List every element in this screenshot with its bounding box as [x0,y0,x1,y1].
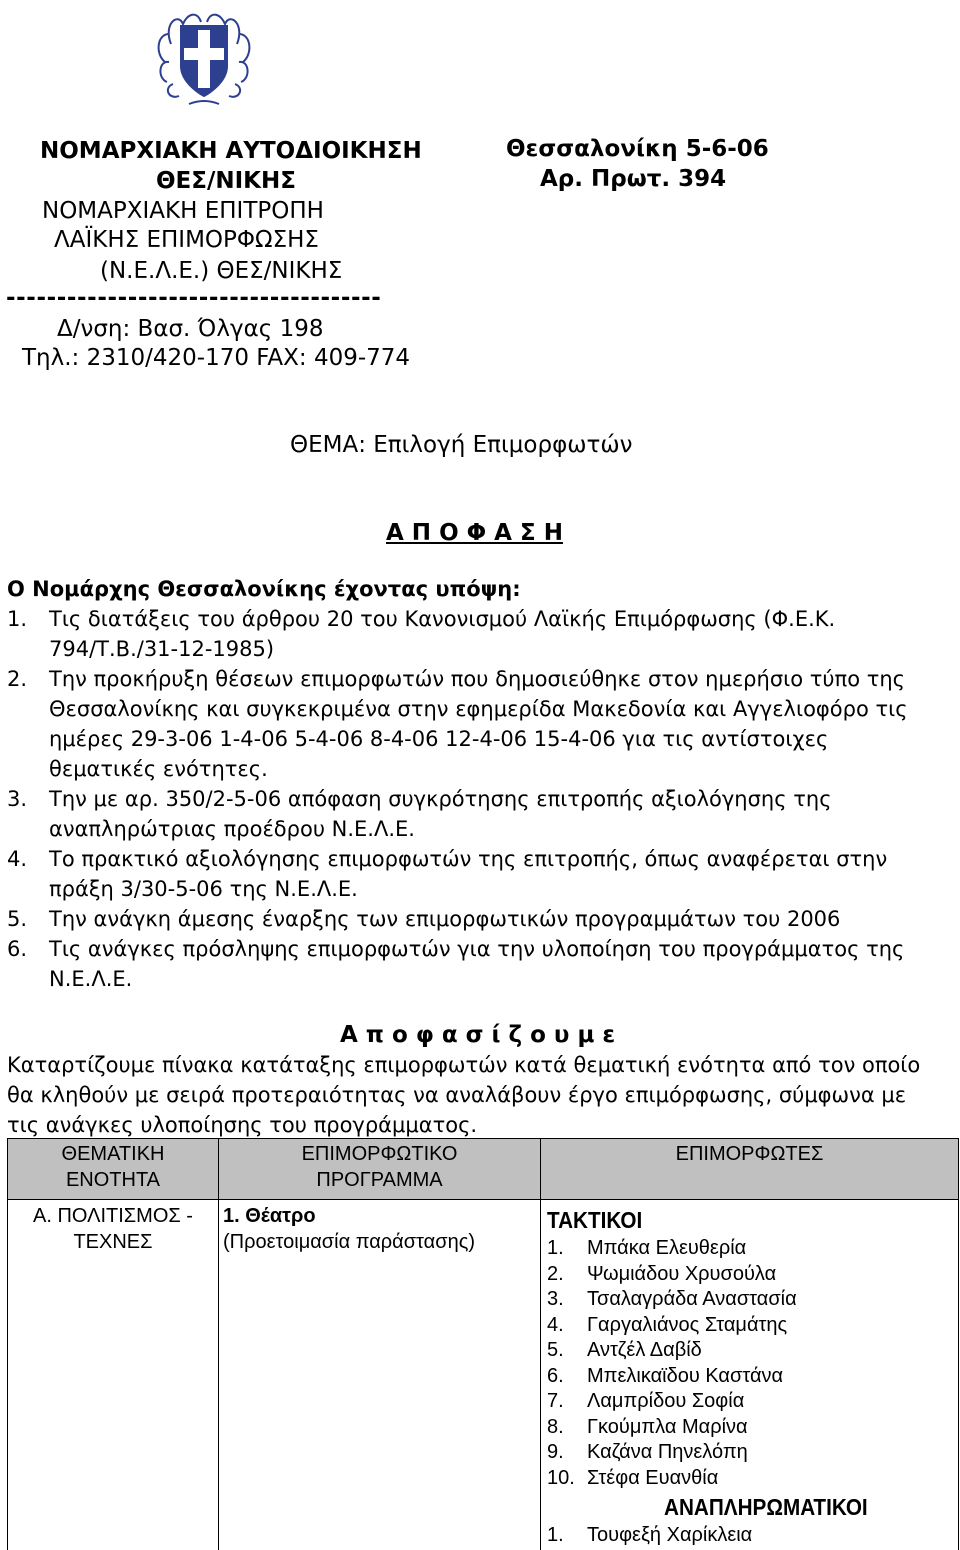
sender-separator: ------------------------------------- [6,283,381,313]
program-subtitle: (Προετοιμασία παράστασης) [223,1230,540,1256]
consideration-text-line: Την προκήρυξη θέσεων επιμορφωτών που δημοσιεύθηκε στον ημερήσιο τύπο της [49,664,937,694]
consideration-text-line: πράξη 3/30-5-06 της Ν.Ε.Λ.Ε. [49,874,937,904]
trainer-number: 8. [547,1415,587,1441]
table-header-row [8,1139,959,1200]
header-unit-line-2: ΕΝΟΤΗΤΑ [12,1167,214,1193]
consideration-text [49,664,937,784]
consideration-text-line: Το πρακτικό αξιολόγησης επιμορφωτών της επιτροπής, όπως αναφέρεται στην [49,844,937,874]
regular-label: ΤΑΚΤΙΚΟΙ [547,1204,917,1236]
consideration-text-line: Την με αρ. 350/2-5-06 απόφαση συγκρότησης επιτροπής αξιολόγησης της [49,784,937,814]
trainer-item [547,1364,958,1390]
trainer-item [547,1287,958,1313]
consideration-number: 4. [7,844,49,904]
consideration-number: 3. [7,784,49,844]
trainer-name: Τσαλαγράδα Αναστασία [587,1287,797,1313]
header-unit [8,1139,219,1200]
consideration-item [7,844,937,904]
header-trainers-line-1: ΕΠΙΜΟΡΦΩΤΕΣ [545,1141,954,1167]
coat-of-arms-emblem [153,4,255,108]
trainer-item [547,1440,958,1466]
consideration-text [49,934,937,994]
trainer-item [547,1236,958,1262]
trainer-item [547,1262,958,1288]
subject: ΘΕΜΑ: Επιλογή Επιμορφωτών [290,430,632,460]
consideration-number: 1. [7,604,49,664]
sender-line-4: ΛΑΪΚΗΣ ΕΠΙΜΟΡΦΩΣΗΣ [54,225,319,255]
consideration-text-line: Την ανάγκη άμεσης έναρξης των επιμορφωτικών προγραμμάτων του 2006 [49,904,937,934]
trainer-name: Τουφεξή Χαρίκλεια [587,1523,752,1549]
trainer-number: 6. [547,1364,587,1390]
header-program-line-2: ΠΡΟΓΡΑΜΜΑ [223,1167,536,1193]
header-program-line-1: ΕΠΙΜΟΡΦΩΤΙΚΟ [223,1141,536,1167]
consideration-text-line: Ν.Ε.Λ.Ε. [49,964,937,994]
trainer-item [547,1523,958,1549]
sender-phone: Τηλ.: 2310/420-170 FAX: 409-774 [22,343,410,373]
cell-trainers [541,1200,959,1550]
table-row [8,1200,959,1550]
sender-line-1: ΝΟΜΑΡΧΙΑΚΗ ΑΥΤΟΔΙΟΙΚΗΣΗ [40,136,422,166]
sender-line-3: ΝΟΜΑΡΧΙΑΚΗ ΕΠΙΤΡΟΠΗ [42,196,324,226]
header-unit-line-1: ΘΕΜΑΤΙΚΗ [12,1141,214,1167]
cell-program [219,1200,541,1550]
trainer-name: Γαργαλιάνος Σταμάτης [587,1313,787,1339]
trainer-name: Καζάνα Πηνελόπη [587,1440,748,1466]
consideration-text [49,904,937,934]
trainer-number: 9. [547,1440,587,1466]
trainer-item [547,1466,958,1492]
sender-line-2: ΘΕΣ/ΝΙΚΗΣ [156,166,296,196]
trainer-number: 3. [547,1287,587,1313]
consideration-item [7,784,937,844]
consideration-text-line: ημέρες 29-3-06 1-4-06 5-4-06 8-4-06 12-4-06 15-4-06 για τις αντίστοιχες [49,724,937,754]
trainer-item [547,1415,958,1441]
trainer-name: Αντζέλ Δαβίδ [587,1338,702,1364]
consideration-text [49,604,937,664]
consideration-item [7,934,937,994]
trainer-name: Στέφα Ευανθία [587,1466,718,1492]
trainer-name: Γκούμπλα Μαρίνα [587,1415,748,1441]
consideration-text [49,784,937,844]
trainer-name: Λαμπρίδου Σοφία [587,1389,744,1415]
trainer-number: 7. [547,1389,587,1415]
trainer-number: 10. [547,1466,587,1492]
decision-text-line-2: θα κληθούν με σειρά προτεραιότητας να αναλάβουν έργο επιμόρφωσης, σύμφωνα με [7,1080,937,1110]
trainer-item [547,1389,958,1415]
regular-trainers-list [547,1236,958,1491]
trainer-name: Μπάκα Ελευθερία [587,1236,746,1262]
considering-heading: Ο Νομάρχης Θεσσαλονίκης έχοντας υπόψη: [7,574,521,604]
trainer-name: Ψωμιάδου Χρυσούλα [587,1262,776,1288]
consideration-number: 2. [7,664,49,784]
consideration-item [7,664,937,784]
sender-line-5: (Ν.Ε.Λ.Ε.) ΘΕΣ/ΝΙΚΗΣ [100,256,342,286]
trainer-number: 1. [547,1236,587,1262]
consideration-text-line: Θεσσαλονίκης και συγκεκριμένα στην εφημερίδα Μακεδονία και Αγγελιοφόρο τις [49,694,937,724]
consideration-item [7,604,937,664]
program-title: 1. Θέατρο [223,1204,540,1230]
trainer-number: 2. [547,1262,587,1288]
trainer-name: Μπελικαϊδου Καστάνα [587,1364,783,1390]
header-program [219,1139,541,1200]
trainers-table [7,1138,959,1550]
unit-line-1: Α. ΠΟΛΙΤΙΣΜΟΣ - [9,1204,217,1230]
consideration-item [7,904,937,934]
substitute-trainers-list [547,1523,958,1549]
consideration-number: 5. [7,904,49,934]
trainer-item [547,1313,958,1339]
sender-address: Δ/νση: Βασ. Όλγας 198 [57,314,323,344]
decision-title: Α Π Ο Φ Α Σ Η [386,518,563,548]
substitute-label: ΑΝΑΠΛΗΡΩΜΑΤΙΚΟΙ [547,1491,917,1523]
consideration-text [49,844,937,904]
trainer-number: 4. [547,1313,587,1339]
consideration-text-line: Τις διατάξεις του άρθρου 20 του Κανονισμού Λαϊκής Επιμόρφωσης (Φ.Ε.Κ. [49,604,937,634]
considerations-list [7,604,937,994]
trainer-number: 5. [547,1338,587,1364]
trainer-item [547,1338,958,1364]
we-decide-heading: Α π ο φ α σ ί ζ ο υ μ ε [340,1020,615,1050]
decision-text [7,1050,937,1140]
consideration-text-line: θεματικές ενότητες. [49,754,937,784]
decision-text-line-3: τις ανάγκες υλοποίησης του προγράμματος. [7,1110,937,1140]
consideration-number: 6. [7,934,49,994]
header-trainers [541,1139,959,1200]
consideration-text-line: αναπληρώτριας προέδρου Ν.Ε.Λ.Ε. [49,814,937,844]
trainer-number: 1. [547,1523,587,1549]
protocol-number: Αρ. Πρωτ. 394 [540,164,726,194]
unit-line-2: ΤΕΧΝΕΣ [9,1230,217,1256]
place-date: Θεσσαλονίκη 5-6-06 [506,134,769,164]
consideration-text-line: Τις ανάγκες πρόσληψης επιμορφωτών για την υλοποίηση του προγράμματος της [49,934,937,964]
cell-unit [8,1200,219,1550]
consideration-text-line: 794/Τ.Β./31-12-1985) [49,634,937,664]
decision-text-line-1: Καταρτίζουμε πίνακα κατάταξης επιμορφωτών κατά θεματική ενότητα από τον οποίο [7,1050,937,1080]
